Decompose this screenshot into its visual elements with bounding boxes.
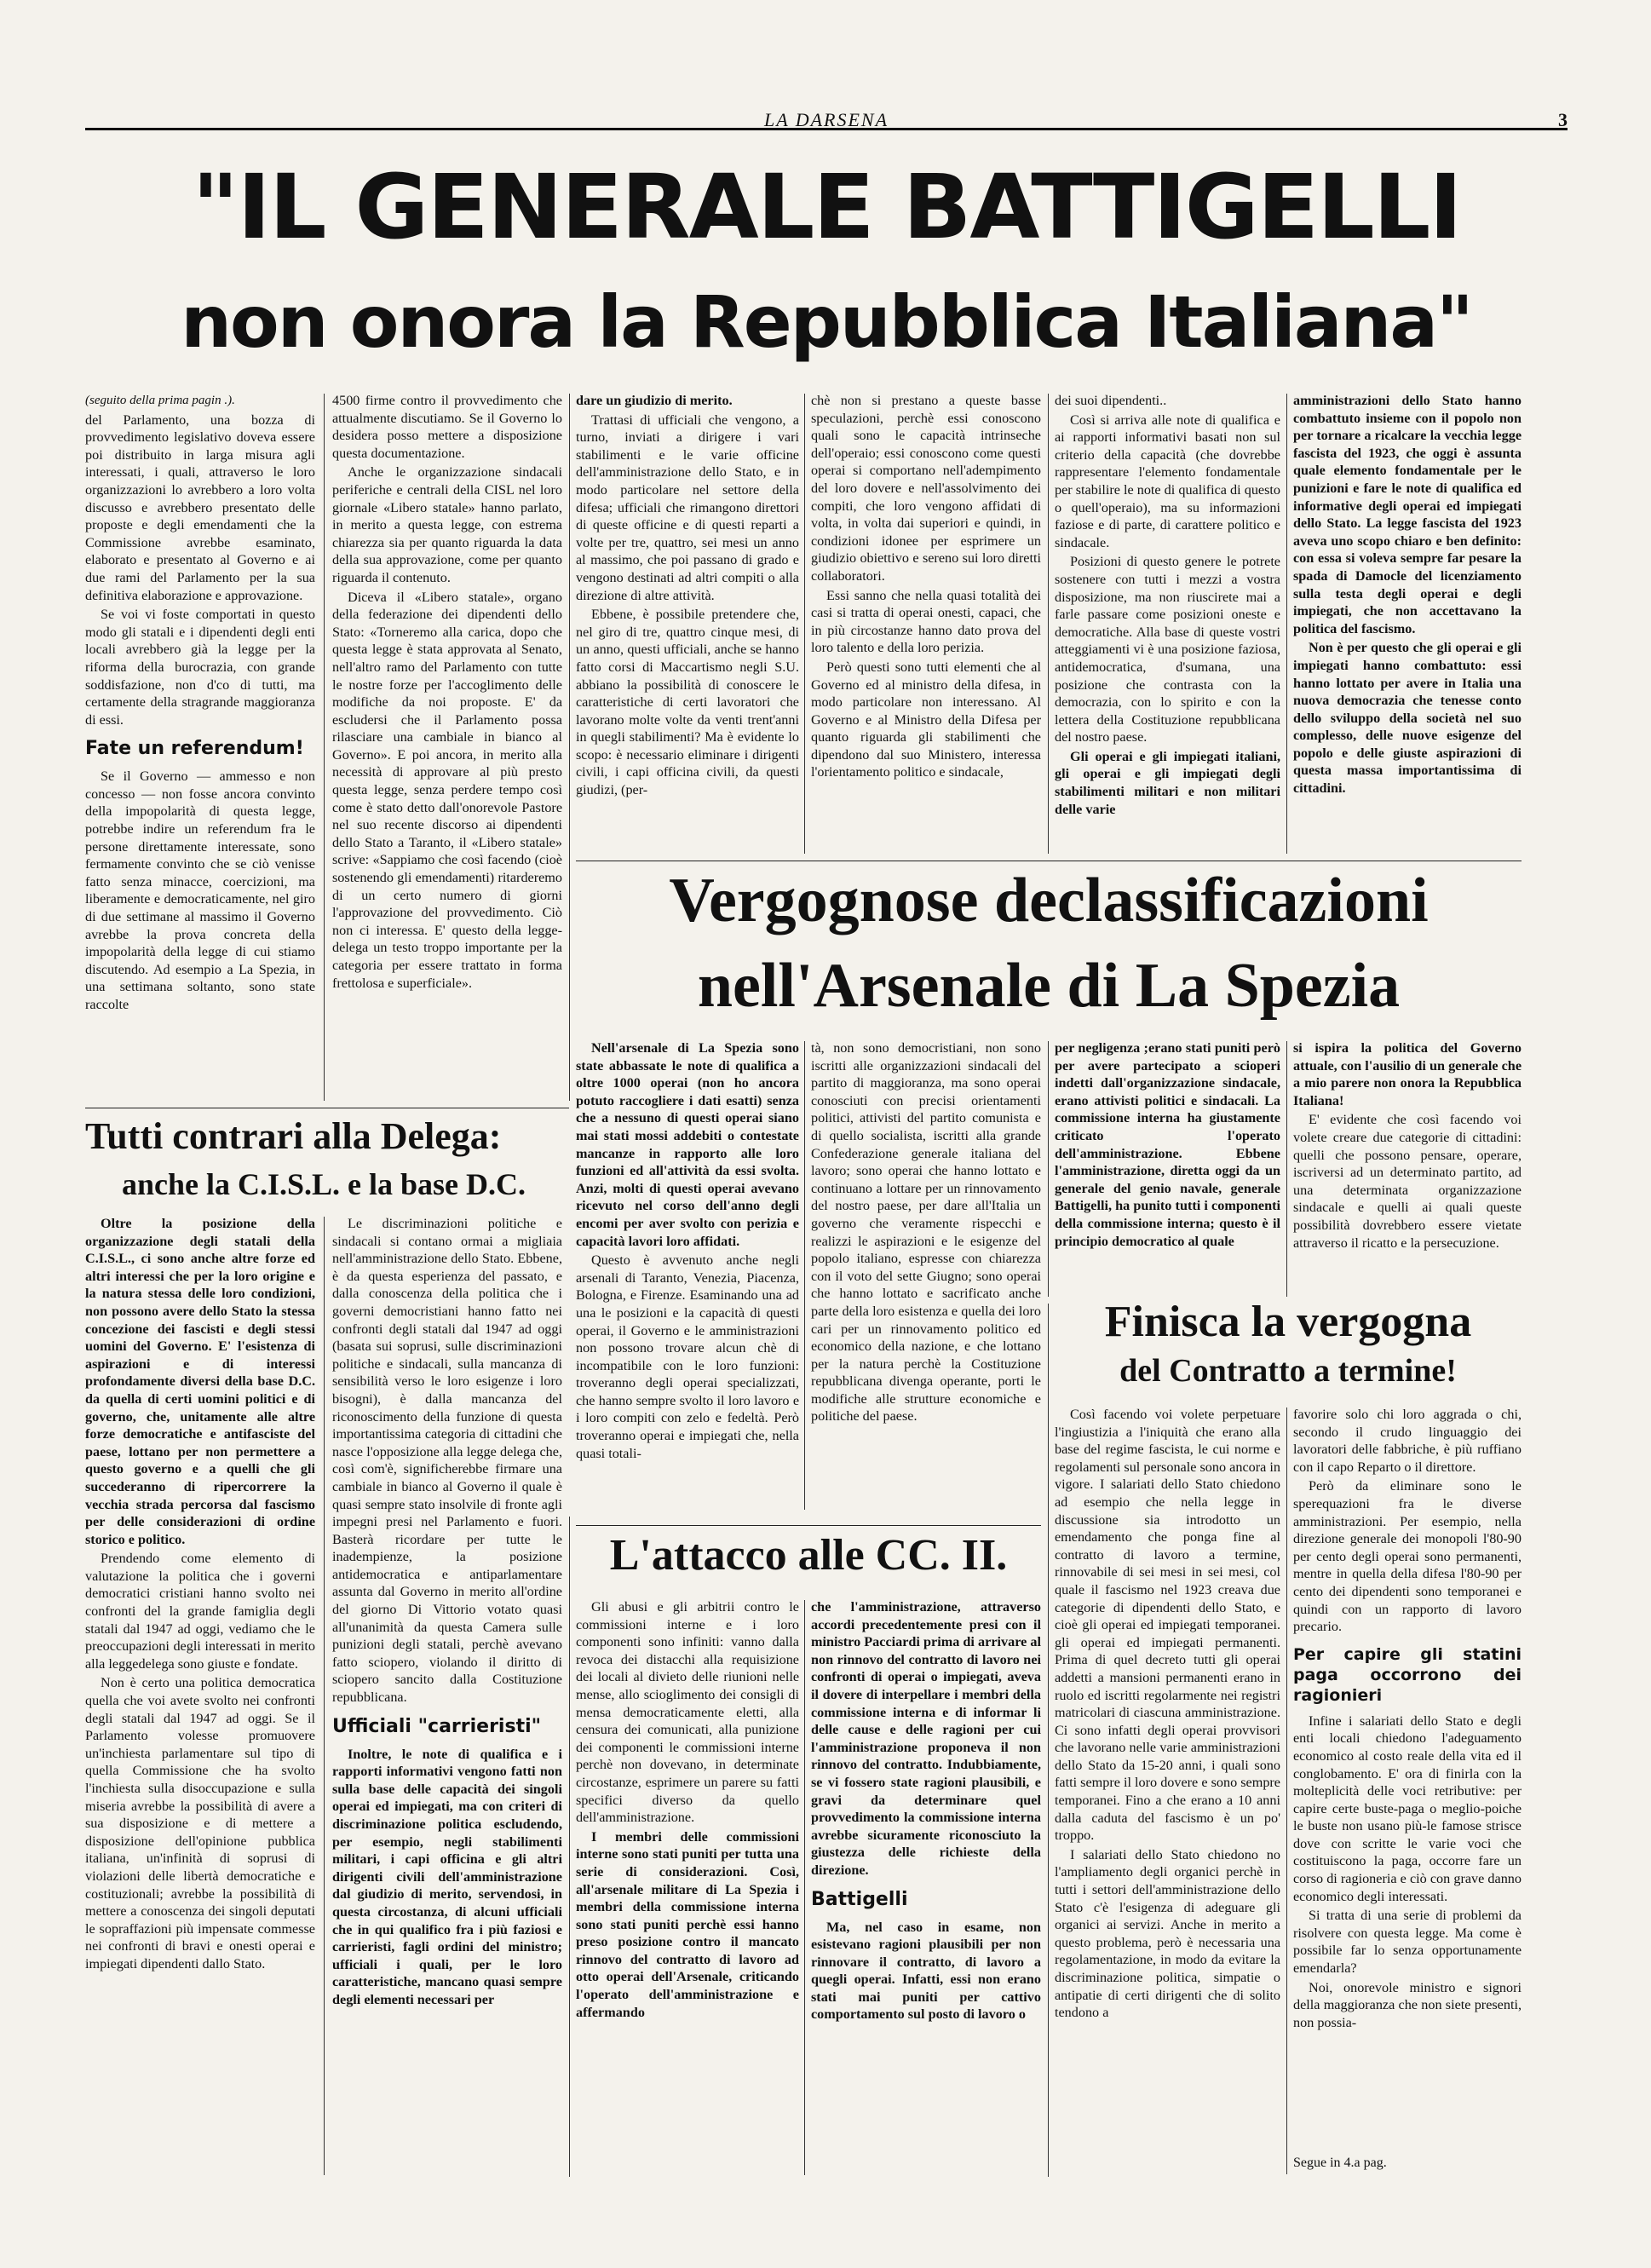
paragraph: chè non si prestano a queste basse speculazioni, perchè essi conoscono quali sono le capacità intrinseche dell'operaio; essi conoscono come questi operai si comportano nell'adempimento del loro dovere e nell'assolvimento dei compiti, che loro vengono affidati di volta, in volta dai superiori e quindi, in condizioni idonee per esprimere un giudizio obiettivo e sereno sui loro diretti collaboratori.: [811, 393, 1041, 584]
column-rule: [324, 394, 325, 1101]
column-rule: [1286, 1041, 1287, 1297]
paragraph: tà, non sono democristiani, non sono iscritti alle organizzazioni sindacali del partito di maggioranza, ma sono operai conosciuti con precisi orientamenti politici, attivisti del partito comunista e di quello socialista, iscritti alla grande Confederazione generale italiana del lavoro; sono operai che hanno lottato e continuano a lottare per un rinnovamento del nostro paese, per dare all'Italia un governo che veramente rispecchi e realizzi le aspirazioni e le esigenze del popolo italiano, espresse con chiarezza con il voto del sette Giugno; sono operai che hanno lottato e sacrificato anche parte della loro esistenza e quella dei loro cari per un rinnovamento politico ed economico della nazione, e che lottano per la natura perchè la Costituzione repubblicana divenga operante, porti le modifiche alle strutture economiche e politiche del paese.: [811, 1040, 1041, 1425]
paragraph: Essi sanno che nella quasi totalità dei casi si tratta di operai onesti, capaci, che in più circostanze hanno dato prova del loro talento e della loro perizia.: [811, 587, 1041, 656]
paragraph: Così si arriva alle note di qualifica e ai rapporti informativi basati non sul criterio della capacità (che dovrebbe rappresentare l'elemento fondamentale per stabilire le note di qualifica di questo o quell'operaio), ma su informazioni faziose e di parte, di carattere politico e sindacale.: [1055, 412, 1280, 550]
article2-column-1: [85, 1215, 315, 2178]
paragraph: I membri delle commissioni interne sono stati puniti per tutta una serie di considerazioni. Così, all'arsenale militare di La Spezia i membri della commissione interna sono stati puniti perchè essi hanno preso posizione contro il mancato rinnovo del contratto di lavoro ad otto operai dell'Arsenale, criticando l'operato dell'amministrazione e affermando: [576, 1828, 799, 2020]
main-headline-line1: "IL GENERALE BATTIGELLI: [192, 155, 1461, 259]
paragraph: si ispira la politica del Governo attuale, con l'ausilio di un generale che a mio parere non onora la Repubblica Italiana!: [1293, 1040, 1522, 1108]
article3-column-1: [576, 1039, 799, 1512]
page-number: 3: [1558, 109, 1568, 130]
subheading: Ufficiali "carrieristi": [332, 1715, 542, 1737]
column-rule: [804, 1600, 805, 2175]
column-rule: [804, 1041, 805, 1510]
column-rule: [804, 394, 805, 854]
paragraph: Gli operai e gli impiegati italiani, gli operai e gli impiegati degli stabilimenti militari e non militari delle varie: [1055, 748, 1280, 817]
article1-column-5: [1055, 392, 1280, 852]
paragraph: Non è certo una politica democratica quella che voi avete svolto nei confronti degli statali dal 1947 ad oggi. Se il Parlamento volesse promuovere un'inchiesta parlamentare sul tipo di quella Commissione che ha svolto l'inchiesta sulla disoccupazione e sulla miseria avrebbe la possibilità di avere a sua disposizione e di mettere a disposizione dell'opinione pubblica italiana, un'infinità di soprusi di violazioni delle libertà democratiche e costituzionali; avrebbe la possibilità di mettere a conoscenza dei singoli deputati le sopraffazioni più impensate commesse nei confronti di bravi e onesti operai e impiegati dipendenti dallo Stato.: [85, 1675, 315, 1972]
paragraph: Le discriminazioni politiche e sindacali si contano ormai a migliaia nell'amministrazione dello Stato. Ebbene, è da questa esperienza del passato, e dalla conoscenza della politica che i governi democristiani hanno fatto nei confronti degli statali dal 1947 ad oggi (basata sui soprusi, sulle discriminazioni politiche e sindacali, sulla mancanza di sensibilità verso le loro esigenze i loro bisogni), è dalla mancanza del riconoscimento della funzione di questa importantissima categoria di cittadini che nasce l'opposizione alla legge delega che, così com'è, significherebbe firmare una cambiale in bianco al Governo il quale è quasi sempre stato insolvile di fronte agli impegni presi nel Parlamento e fuori. Basterà ricordare per tutte le inadempienze, la posizione antidemocratica e antiparlamentare assunta dal Governo in merito all'ordine del giorno Di Vittorio votato quasi all'unanimità da questa Camera sulle punizioni degli statali, perchè avevano fatto sciopero, violando il diritto di sciopero sancito dalla Costituzione repubblicana.: [332, 1216, 562, 1706]
column-rule: [324, 1217, 325, 2175]
article4-column-1: [576, 1598, 799, 2178]
article4-column-2: [811, 1598, 1041, 2178]
continued-note: Segue in 4.a pag.: [1293, 2156, 1387, 2170]
masthead: [85, 109, 1568, 130]
paragraph: I salariati dello Stato chiedono no l'ampliamento degli organici perchè in tutti i settori dell'amministrazione dello Stato c'è l'esigenza di adeguare gli organici ai servizi. Anche in merito a questo problema, però è necessaria una regolamentazione, in modo da evitare la discriminazione politica, simpatie o antipatie di certi dirigenti che di solito tendono a: [1055, 1846, 1280, 2021]
column-rule: [569, 394, 570, 1101]
article3-column-3: [1055, 1039, 1280, 1295]
paragraph: Ma, nel caso in esame, non esistevano ragioni plausibili per non rinnovare il contratto, di lavoro a quegli operai. Infatti, essi non erano stati mai puniti per cattivo comportamento sul posto di lavoro o: [811, 1919, 1041, 2023]
article4-headline: L'attacco alle CC. II.: [609, 1531, 1008, 1580]
paragraph: Diceva il «Libero statale», organo della federazione dei dipendenti dello Stato: «Torneremo alla carica, dopo che questa legge è stata approvata al Senato, nell'altro ramo del Parlamento con tutte le nostre forze per l'accoglimento delle modifiche da noi proposte. E' da escludersi che il Parlamento possa rilasciare una cambiale in bianco al Governo». E poi ancora, in merito alla necessità di approvare al più presto questa legge, senza perdere tempo così come è stato detto dall'onorevole Pastore nel suo recente discorso ai dipendenti dello Stato a Taranto, il «Libero statale» scrive: «Sappiamo che così facendo (cioè sostenendo gli emendamenti) ritarderemo di un certo numero di giorni l'approvazione del provvedimento. Ciò non ci interessa. E' questo della legge-delega un testo troppo importante per la categoria per essere trattato in forma frettolosa e superficiale».: [332, 589, 562, 991]
article2-headline-line2: anche la C.I.S.L. e la base D.C.: [121, 1167, 526, 1201]
article1-column-6: [1293, 392, 1522, 852]
paragraph: Non è per questo che gli operai e gli impiegati hanno combattuto: essi hanno lottato per avere in Italia una nuova democrazia che tenesse conto dello sviluppo della società nel suo complesso, delle nuove esigenze del popolo e delle giuste aspirazioni di questa massa importantissima di cittadini.: [1293, 640, 1522, 797]
subheading: Per capire gli statini paga occorrono dei ragionieri: [1293, 1644, 1522, 1705]
paragraph: dare un giudizio di merito.: [576, 393, 733, 408]
paragraph: Inoltre, le note di qualifica e i rapporti informativi vengono fatti non sulla base delle capacità dei singoli operai ed impiegati, ma con criteri di discriminazione politica escludendo, per esempio, negli stabilimenti militari, i capi officina e gli altri dirigenti civili dell'amministrazione dal giudizio di merito, servendosi, in questa circostanza, di alcuni ufficiali che in qui qualifico fra i più faziosi e carrieristi, fagli ordini del ministro; ufficiali i quali, per le loro caratteristiche, mancano quasi sempre degli elementi necessari per: [332, 1746, 562, 2007]
section-rule: [576, 1525, 1041, 1526]
column-rule: [1048, 1041, 1049, 1297]
paragraph: Infine i salariati dello Stato e degli enti locali chiedono l'adeguamento economico al costo reale della vita ed il conglobamento. E' ora di finirla con la molteplicità delle voci retributive: per capire certe buste-paga o meglio-poiche le buste non usano più-le famose strisce dove con scritte le varie voci che costituiscono la paga, occorre fare un corso di ragioneria e ciò con grave danno economico degli interessati.: [1293, 1713, 1522, 1904]
paragraph: E' evidente che così facendo voi volete creare due categorie di cittadini: quelli che possono pensare, operare, iscriversi ad un determinato partito, ad una determinata organizzazione sindacale e quelli ai quali queste possibilità dovrebbero essere vietate attraverso il ricatto e la persecuzione.: [1293, 1112, 1522, 1251]
paragraph: Anche le organizzazione sindacali periferiche e centrali della CISL nel loro giornale «Libero statale» hanno parlato, in merito a questa legge, con estrema chiarezza sia per quanto riguarda la data della sua approvazione, come per quanto riguarda il contenuto.: [332, 464, 562, 585]
article3-headline-line1: Vergognose declassificazioni: [669, 866, 1429, 935]
article2-headline-line1: Tutti contrari alla Delega:: [85, 1115, 502, 1157]
paragraph: Posizioni di questo genere le potrete sostenere con tutti i mezzi a vostra disposizione, ma non riuscirete mai a farle passare come posizioni oneste e democratiche. Alla base di queste vostri atteggiamenti vi è una posizione faziosa, antidemocratica, d'sumana, una posizione che contrasta con la democrazia, con lo spirito e con la lettera della Costituzione repubblicana del nostro paese.: [1055, 554, 1280, 745]
paragraph: dei suoi dipendenti..: [1055, 393, 1167, 408]
article5-headline-line2: del Contratto a termine!: [1119, 1353, 1457, 1389]
paragraph: Oltre la posizione della organizzazione degli statali della C.I.S.L., ci sono anche altre forze ed altri interessi che per la loro origine e la natura stessa delle loro condizioni, non possono avere dello Stato la stessa concezione dei fascisti e degli stessi uomini del Governo. E' l'esistenza di aspirazioni e di interessi profondamente diversi della base D.C. da quella di certi uomini politici e di governo, che, unitamente alle altre forze democratiche e antifasciste del paese, lottano per non permettere a questo governo e a quelli che gli succederanno di ripercorrere la vecchia strada percorsa dal fascismo per delle considerazioni di ordine storico e politico.: [85, 1216, 315, 1547]
paragraph: Se il Governo — ammesso e non concesso — non fosse ancora convinto della impopolarità di questa legge, potrebbe indire un referendum fra le persone direttamente interessate, sono fermamente convinto che se ciò venisse fatto senza minacce, coercizioni, ma liberamente e democraticamente, nel giro di due settimane al massimo il Governo avrebbe la prova concreta della impopolarità della legge di cui stiamo discutendo. Ad esempio a La Spezia, in una settimana soltanto, sono state raccolte: [85, 768, 315, 1012]
article3-headline-line2: nell'Arsenale di La Spezia: [697, 951, 1401, 1021]
paragraph: amministrazioni dello Stato hanno combattuto insieme con il popolo non per tornare a ricalcare la vecchia legge fascista del 1923, che oggi è assunta quale elemento fondamentale per le punizioni e fare le note di qualifica ed informative degli operai ed impiegati dello Stato. La legge fascista del 1923 aveva uno scopo chiaro e ben definito: con essa si voleva sempre far pesare la spada di Damocle del licenziamento sulla testa degli operai e degli impiegati, che non accettavano la politica del fascismo.: [1293, 393, 1522, 636]
paragraph: Trattasi di ufficiali che vengono, a turno, inviati a dirigere i vari stabilimenti e le varie officine dell'amministrazione dello Stato, e in modo particolare nel settore della difesa; ufficiali che rimangono direttori di queste officine e di questi reparti a volte per tre, quattro, sei mesi un anno al massimo, che poi passano di grado e vengono destinati ad altri compiti o alla direzione di altre attività.: [576, 412, 799, 603]
article1-column-3: [576, 392, 799, 852]
column-rule: [1048, 1304, 1049, 2177]
article5-column-1: [1055, 1406, 1280, 2178]
continued-caption: (seguito della prima pagin .).: [85, 394, 235, 407]
paragraph: per negligenza ;erano stati puniti però per avere partecipato a scioperi indetti dall'organizzazione sindacale, erano attivisti politici e sindacali. La commissione interna ha giustamente criticato l'operato dell'amministrazione. Ebbene l'amministrazione, diretta oggi da un generale del genio navale, generale Battigelli, ha punito tutti i componenti della commissione interna; questo è il principio democratico al quale: [1055, 1040, 1280, 1249]
paragraph: Gli abusi e gli arbitrii contro le commissioni interne e i loro componenti sono infiniti: vanno dalla revoca dei distacchi alla requisizione dei locali al divieto delle riunioni nelle mense, allo scioglimento dei consigli di mensa democraticamente eletti, alla censura dei comunicati, alla punizione dei componenti le commissioni interne perchè non dovevano, in determinate circostanze, esprimere un parere su fatti specifici diverso da quello dell'amministrazione.: [576, 1599, 799, 1826]
article5-column-2: [1293, 1406, 1522, 2156]
column-rule: [1286, 1407, 1287, 2174]
paragraph: Noi, onorevole ministro e signori della maggioranza che non siete presenti, non possia-: [1293, 1979, 1522, 2030]
paragraph: Così facendo voi volete perpetuare l'ingiustizia a l'iniquità che erano alla base del regime fascista, le cui norme e regolamenti sul personale sono ancora in vigore. I salariati dello Stato chiedono ad esempio che nella legge in discussione sia introdotto un emendamento che ponga fine al contratto di lavoro a termine, rinnovabile di sei mesi in sei mesi, col quale il fascismo nel 1923 creava due categorie di dipendenti dello Stato, e cioè gli operai ed impiegati temporanei. gli operai ed impiegati permanenti. Prima di quel decreto tutti gli operai addetti a mansioni permanenti erano in ruolo ed iscritti regolarmente nei registri matricolari di ciascuna amministrazione. Ci sono infatti degli operai provvisori che lavorano nelle varie amministrazioni dello Stato da 15-20 anni, i quali sono fatti sempre il loro dovere e sono sempre temporanei. Fino a che erano a 10 anni dalla caduta del fascismo è un po' troppo.: [1055, 1407, 1280, 1844]
article3-column-4: [1293, 1039, 1522, 1295]
article5-headline-line1: Finisca la vergogna: [1104, 1298, 1472, 1346]
paragraph: Però questi sono tutti elementi che al Governo ed al ministro della difesa, in modo particolare non interessano. Al Governo e al Ministro della Difesa per quanto riguarda gli stabilimenti che dipendono dal suo Ministero, interessa l'orientamento politico e sindacale,: [811, 659, 1041, 780]
paragraph: favorire solo chi loro aggrada o chi, secondo il crudo linguaggio dei lavoratori delle fabbriche, è più ruffiano con il capo Reparto o il direttore.: [1293, 1407, 1522, 1475]
paragraph: Se voi vi foste comportati in questo modo gli statali e i dipendenti degli enti locali avrebbero già la legge per la riforma della burocrazia, con grande soddisfazione, non d'co di tutti, ma certamente della stragrande maggioranza di essi.: [85, 607, 315, 728]
paragraph: Si tratta di una serie di problemi da risolvere con questa legge. Ma come è possibile far lo senza opportunamente emendarla?: [1293, 1908, 1522, 1977]
paragraph: che l'amministrazione, attraverso accordi precedentemente presi con il ministro Pacciardi prima di arrivare al non rinnovo del contratto di lavoro nei confronti di operai o impiegati, aveva il dovere di interpellare i membri della commissione interna e di informar li delle cause e delle ragioni per cui l'amministrazione proponeva il non rinnovo del contratto. Indubbiamente, se vi fossero state ragioni plausibili, e gravi da determinare quel provvedimento la commissione interna avrebbe sicuramente riconosciuto la giustezza delle richieste della direzione.: [811, 1599, 1041, 1878]
article1-column-4: [811, 392, 1041, 852]
masthead-title: LA DARSENA: [763, 109, 889, 130]
column-rule: [569, 1517, 570, 2177]
paragraph: 4500 firme contro il provvedimento che attualmente discutiamo. Se il Governo lo desidera posso mettere a disposizione questa documentazione.: [332, 393, 562, 461]
column-rule: [1048, 394, 1049, 854]
paragraph: Però da eliminare sono le sperequazioni fra le diverse amministrazioni. Per esempio, nella direzione generale dei monopoli l'80-90 per cento degli operai sono permanenti, mentre in quella della difesa l'80-90 per cento dei dipendenti sono temporanei e quindi con un rapporto di lavoro precario.: [1293, 1478, 1522, 1635]
article1-column-2: [332, 392, 562, 1108]
article1-column-1: [85, 392, 315, 1108]
paragraph: Ebbene, è possibile pretendere che, nel giro di tre, quattro cinque mesi, di un anno, questi ufficiali, anche se hanno fatto corsi di Maccartismo negli S.U. abbiano la possibilità di conoscere le caratteristiche di certi lavoratori che lavorano molte volte da venti trent'anni in quegli stabilimenti? Ma è evidente lo scopo: è necessario eliminare i dirigenti civili, i capi officina civili, da questi giudizi, (per-: [576, 607, 799, 798]
paragraph: del Parlamento, una bozza di provvedimento legislativo doveva essere poi distribuito in larga misura agli interessati, i quali, attraverso le loro organizzazioni lo avrebbero a loro volta discusso e avrebbero presentato delle proposte e degli emendamenti che la Commissione avrebbe esaminato, elaborato e presentato al Governo e ai due rami del Parlamento per la sua definitiva elaborazione e approvazione.: [85, 412, 315, 603]
subheading: Fate un referendum!: [85, 738, 304, 760]
subheading: Battigelli: [811, 1888, 908, 1910]
article3-column-2: [811, 1039, 1041, 1512]
article2-column-2: [332, 1215, 562, 2178]
main-headline-line2: non onora la Repubblica Italiana": [181, 280, 1472, 364]
paragraph: Questo è avvenuto anche negli arsenali di Taranto, Venezia, Piacenza, Bologna, e Firenze. Esaminando una ad una le posizioni e la capacità di questi operai, il Governo e le amministrazioni non possono trovare alcun chè di incompatibile con le loro funzioni: troveranno degli operai specializzati, che hanno sempre svolto il loro lavoro e i loro compiti con zelo e fedeltà. Però troveranno operai e impiegati che, nella quasi totali-: [576, 1252, 799, 1461]
paragraph: Nell'arsenale di La Spezia sono state abbassate le note di qualifica a oltre 1000 operai (non ho ancora potuto raccogliere i dati esatti) senza che a nessuno di questi operai siano mai stati mossi addebiti o contestate mancanze in rapporto alle loro funzioni ed all'attività da essi svolta. Anzi, molti di questi operai avevano ricevuto nel corso dell'anno degli encomi per aver svolto con perizia e capacità lavori loro affidati.: [576, 1040, 799, 1249]
column-rule: [1286, 394, 1287, 854]
paragraph: Prendendo come elemento di valutazione la politica che i governi democratici cristiani hanno svolto nei confronti del la grande famiglia degli statali dal 1947 ad oggi, vediamo che le preoccupazioni degli interessati in merito alla leggedelega sono giuste e fondate.: [85, 1551, 315, 1672]
